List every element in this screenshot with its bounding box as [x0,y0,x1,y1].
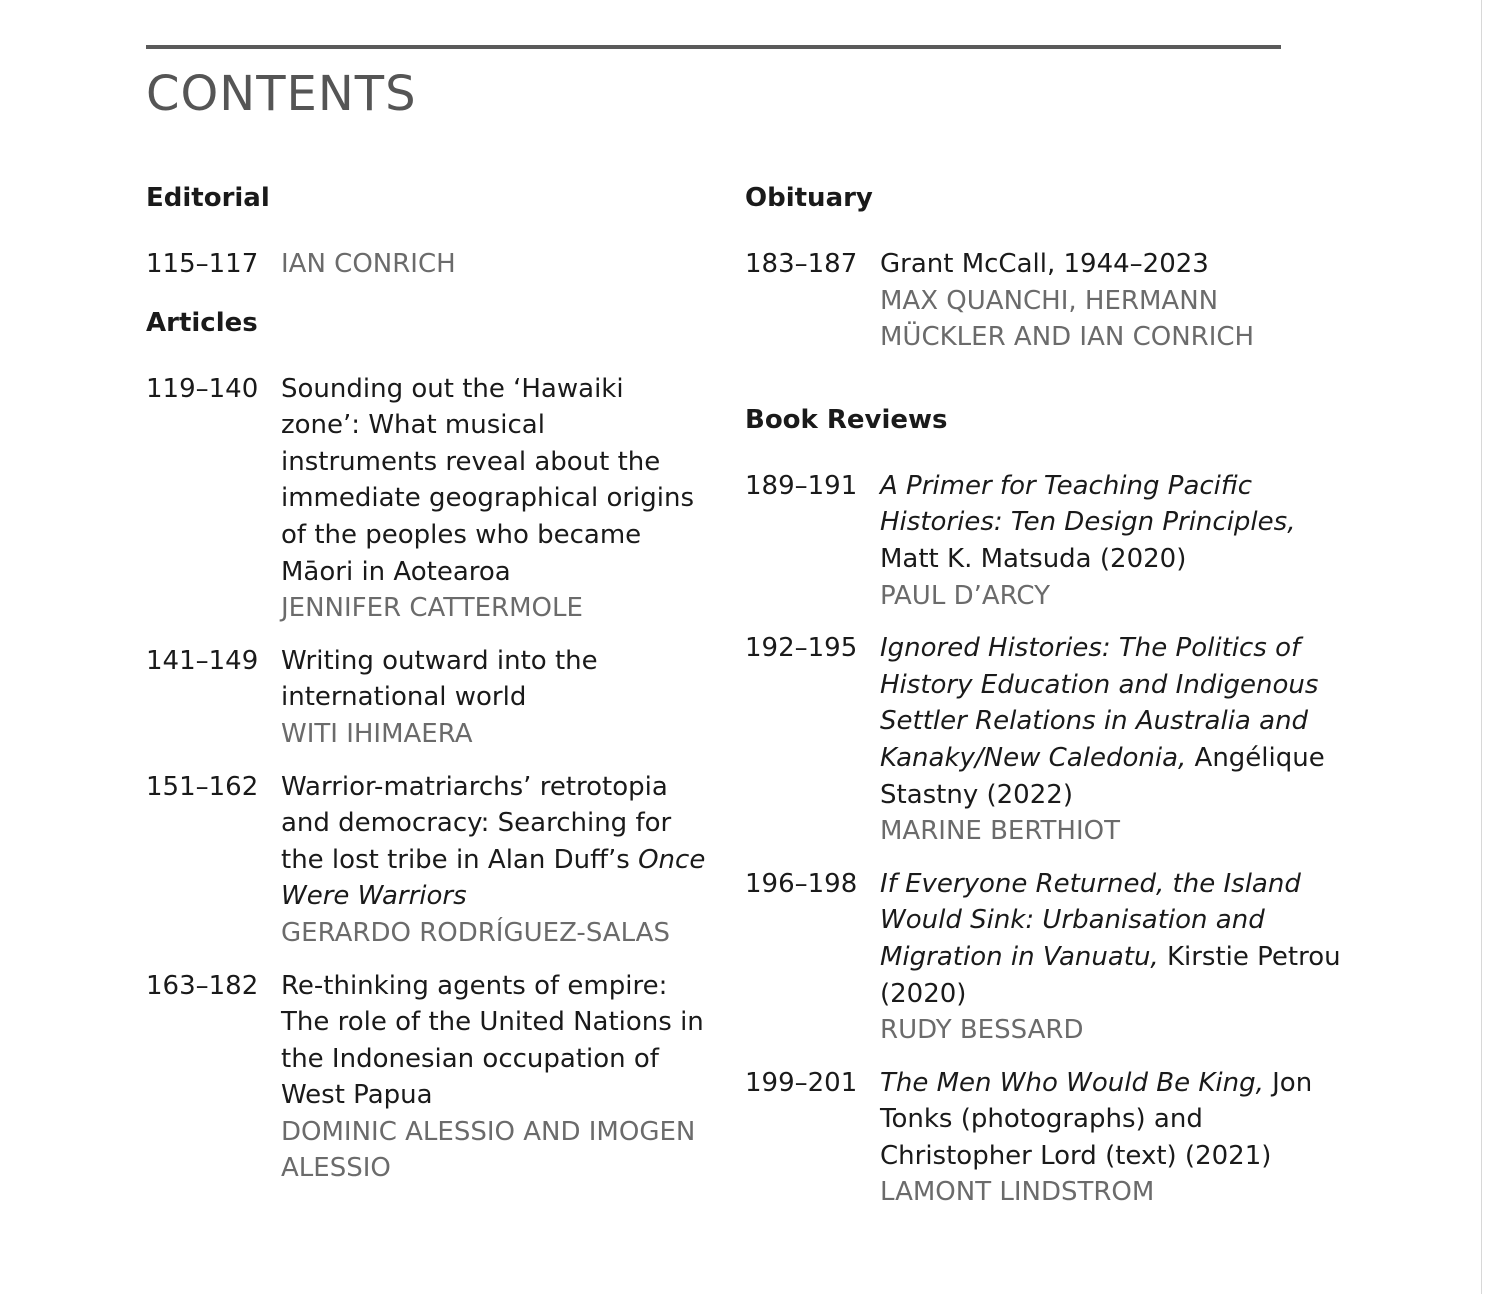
entry-title-text: Warrior-matriarchs’ retrotopia and democracy: Searching for the lost tribe in Alan Duff’s [281,771,672,875]
toc-entry-obituary[interactable] [745,246,1345,356]
entry-body [880,866,1345,1049]
entry-title-text: Matt K. Matsuda (2020) [880,543,1187,574]
toc-entry-review[interactable] [745,630,1345,850]
entry-title-italic: A Primer for Teaching Pacific Histories: Ten Design Principles, [880,470,1296,538]
entry-title [880,630,1345,813]
entry-author: MARINE BERTHIOT [880,816,1120,847]
page-range: 163–182 [146,970,259,1001]
toc-entry-review[interactable] [745,468,1345,614]
entry-title [880,468,1345,578]
entry-author: LAMONT LINDSTROM [880,1177,1155,1208]
entry-author: JENNIFER CATTERMOLE [281,593,583,624]
entry-body [880,246,1345,356]
page-range: 183–187 [745,249,858,279]
header-rule [146,45,1281,49]
page-range: 119–140 [146,373,259,404]
entry-body [880,1065,1345,1211]
page-range: 115–117 [146,249,259,279]
entry-title: Re-thinking agents of empire: The role of the United Nations in the Indonesian occupation of West Papua [281,970,704,1111]
entry-title-italic: Ignored Histories: The Politics of History Education and Indigenous Settler Relations in Australia and Kanaky/New Caledonia, [880,633,1319,773]
toc-entry-article[interactable] [146,643,706,753]
entry-body [281,371,706,627]
toc-entry-article[interactable] [146,968,706,1188]
entry-title [281,769,706,915]
page-range: 151–162 [146,771,259,802]
entry-author: RUDY BESSARD [880,1015,1084,1046]
page-edge [1481,0,1482,1294]
page-range: 196–198 [745,868,858,899]
entry-author: DOMINIC ALESSIO AND IMOGEN ALESSIO [281,1116,696,1184]
page-range: 189–191 [745,470,858,501]
section-heading-articles: Articles [146,307,258,338]
entry-body [281,643,706,753]
entry-body [281,968,706,1188]
section-heading-obituary: Obituary [745,183,873,213]
entry-title [880,1065,1345,1175]
right-column [745,180,1345,1227]
entry-title: Sounding out the ‘Hawaiki zone’: What musical instruments reveal about the immediate geographical origins of the peoples who became Māori in Aotearoa [281,373,695,587]
entry-title-italic: The Men Who Would Be King, [880,1067,1264,1098]
entry-body [880,468,1345,614]
entry-author: IAN CONRICH [281,249,456,279]
entry-title: Writing outward into the international world [281,645,598,713]
entry-title-text: Kirstie Petrou (2020) [880,941,1341,1009]
page-title: CONTENTS [146,66,417,122]
entry-body [880,630,1345,850]
entry-title-italic: Once Were Warriors [281,844,706,912]
toc-entry-article[interactable] [146,769,706,952]
section-heading-book-reviews: Book Reviews [745,404,948,435]
entry-title-text: Jon Tonks (photographs) and Christopher Lord (text) (2021) [880,1067,1313,1171]
page-range: 199–201 [745,1067,858,1098]
entry-title: Grant McCall, 1944–2023 [880,249,1209,279]
toc-entry-review[interactable] [745,1065,1345,1211]
entry-title [880,866,1345,1012]
page-range: 141–149 [146,645,259,676]
entry-author: PAUL D’ARCY [880,580,1051,611]
entry-author: GERARDO RODRÍGUEZ-SALAS [281,917,670,948]
section-heading-editorial: Editorial [146,183,270,213]
entry-body [281,246,706,283]
entry-title-text: Angélique Stastny (2022) [880,742,1325,810]
page-range: 192–195 [745,633,858,664]
entry-body [281,769,706,952]
toc-entry-editorial[interactable] [146,246,706,283]
entry-title-italic: If Everyone Returned, the Island Would Sink: Urbanisation and Migration in Vanuatu, [880,868,1301,972]
left-column [146,180,706,1203]
entry-author: MAX QUANCHI, HERMANN MÜCKLER AND IAN CONRICH [880,285,1255,353]
toc-entry-article[interactable] [146,371,706,627]
entry-author: WITI IHIMAERA [281,718,473,749]
toc-entry-review[interactable] [745,866,1345,1049]
